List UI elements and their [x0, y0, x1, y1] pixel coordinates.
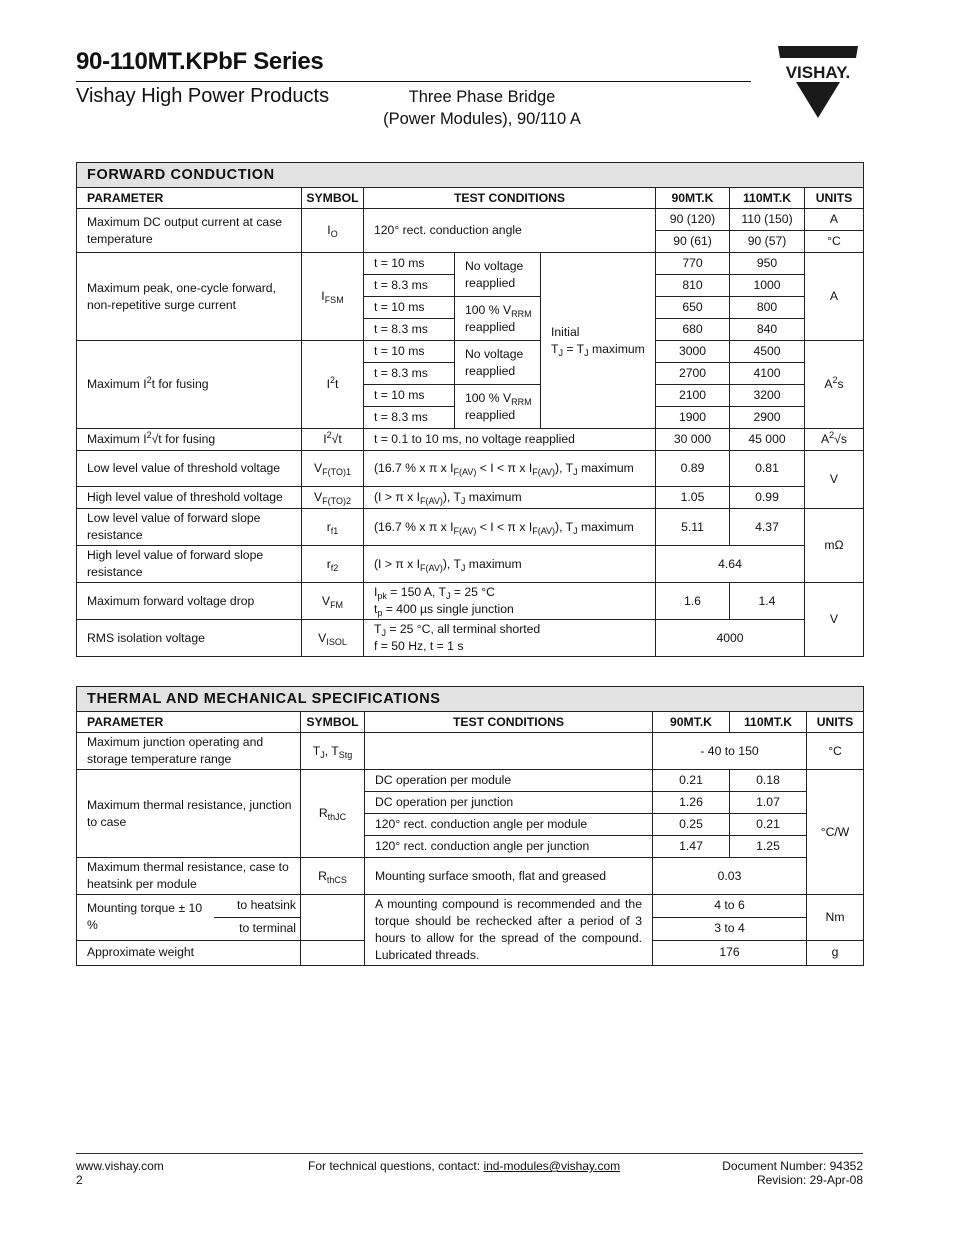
symbol-torque-empty — [301, 895, 365, 941]
symbol-rf1: $r_{f1}$ — [302, 509, 364, 546]
footer-contact — [308, 1159, 620, 1173]
unit-io-a: A — [805, 209, 864, 231]
cond-vfto1: (16.7 % x π x $I_{F(AV)} < I < \pi$ x $I_{F(AV)}$), $T_J$ maximum — [364, 451, 656, 487]
value-i2t-110-4: 2900 — [730, 407, 805, 429]
value-tj-both: - 40 to 150 — [653, 733, 807, 770]
cond-vfto2: (I > π x $I_{F(AV)}$), $T_J$ maximum — [364, 487, 656, 509]
unit-i2rt: $A^2√s$ — [805, 429, 864, 451]
value-rthjc-90-3: 0.25 — [653, 814, 730, 836]
symbol-visol: $V_{ISOL}$ — [302, 620, 364, 657]
param-vfto1: Low level value of threshold voltage — [77, 451, 302, 487]
value-ifsm-90-2: 810 — [656, 275, 730, 297]
col-header-90mt-2: 90MT.K — [653, 712, 730, 733]
value-torque-heatsink: 4 to 6 — [653, 895, 807, 918]
value-rthjc-110-2: 1.07 — [730, 792, 807, 814]
value-i2t-110-1: 4500 — [730, 341, 805, 363]
param-torque: Mounting torque ± 10 % — [77, 895, 214, 941]
value-i2t-90-4: 1900 — [656, 407, 730, 429]
cond-initial-tj: Initial $T_J = T_J$ maximum — [541, 253, 656, 429]
value-rf1-110: 4.37 — [730, 509, 805, 546]
value-ifsm-110-2: 1000 — [730, 275, 805, 297]
col-header-units-2: UNITS — [807, 712, 864, 733]
cond-rthjc-4: 120° rect. conduction angle per junction — [365, 836, 653, 858]
value-ifsm-90-1: 770 — [656, 253, 730, 275]
footer-contact-email-link[interactable]: ind-modules@vishay.com — [483, 1159, 621, 1173]
unit-io-b: °C — [805, 231, 864, 253]
subtitle-line-1: Three Phase Bridge — [408, 88, 556, 106]
section-title-forward: FORWARD CONDUCTION — [77, 163, 864, 188]
footer-left — [76, 1159, 164, 1187]
cond-ifsm-t4: t = 8.3 ms — [364, 319, 455, 341]
value-io-90-b: 90 (61) — [656, 231, 730, 253]
col-header-parameter: PARAMETER — [77, 188, 302, 209]
symbol-rthcs: $R_{thCS}$ — [301, 858, 365, 895]
symbol-io: $I_O$ — [302, 209, 364, 253]
value-vfto2-90: 1.05 — [656, 487, 730, 509]
forward-conduction-table — [76, 162, 864, 657]
cond-i2rt: t = 0.1 to 10 ms, no voltage reapplied — [364, 429, 656, 451]
header-rule — [76, 81, 751, 82]
param-rf1: Low level value of forward slope resistance — [77, 509, 302, 546]
value-weight-both: 176 — [653, 940, 807, 965]
value-rthcs-both: 0.03 — [653, 858, 807, 895]
param-visol: RMS isolation voltage — [77, 620, 302, 657]
value-rthjc-90-1: 0.21 — [653, 770, 730, 792]
symbol-rthjc: $R_{thJC}$ — [301, 770, 365, 858]
footer-contact-label: For technical questions, contact: — [308, 1159, 484, 1173]
unit-i2t: $A^2s$ — [805, 341, 864, 429]
value-i2t-110-2: 4100 — [730, 363, 805, 385]
logo-top-bar — [778, 46, 858, 58]
value-vfm-110: 1.4 — [730, 583, 805, 620]
cond-ifsm-100-vrrm: 100 % $V_{RRM}$ reapplied — [455, 297, 541, 341]
symbol-vfto2: $V_{F(TO)2}$ — [302, 487, 364, 509]
col-header-symbol-2: SYMBOL — [301, 712, 365, 733]
cond-ifsm-t1: t = 10 ms — [364, 253, 455, 275]
param-io: Maximum DC output current at case temperature — [77, 209, 302, 253]
cond-io: 120° rect. conduction angle — [364, 209, 656, 253]
symbol-weight-empty — [301, 940, 365, 965]
cond-i2t-t3: t = 10 ms — [364, 385, 455, 407]
symbol-tj: $T_J$, $T_{Stg}$ — [301, 733, 365, 770]
unit-torque: Nm — [807, 895, 864, 941]
value-rthjc-110-1: 0.18 — [730, 770, 807, 792]
unit-vfto: V — [805, 451, 864, 509]
param-tj: Maximum junction operating and storage temperature range — [77, 733, 301, 770]
unit-rf: mΩ — [805, 509, 864, 583]
param-rthjc: Maximum thermal resistance, junction to case — [77, 770, 301, 858]
cond-torque: A mounting compound is recommended and the torque should be rechecked after a period of 3 hours to allow for the spread of the compound. Lubricated threads. — [365, 895, 653, 966]
cond-i2t-100-vrrm: 100 % $V_{RRM}$ reapplied — [455, 385, 541, 429]
param-vfm: Maximum forward voltage drop — [77, 583, 302, 620]
value-ifsm-90-4: 680 — [656, 319, 730, 341]
value-ifsm-90-3: 650 — [656, 297, 730, 319]
cond-i2t-t2: t = 8.3 ms — [364, 363, 455, 385]
label-to-heatsink: to heatsink — [214, 895, 301, 918]
value-i2t-90-2: 2700 — [656, 363, 730, 385]
col-header-test-conditions: TEST CONDITIONS — [364, 188, 656, 209]
unit-rth: °C/W — [807, 770, 864, 895]
value-rthjc-90-2: 1.26 — [653, 792, 730, 814]
footer-revision: Revision: 29-Apr-08 — [756, 1173, 863, 1187]
param-rthcs: Maximum thermal resistance, case to heatsink per module — [77, 858, 301, 895]
value-i2rt-110: 45 000 — [730, 429, 805, 451]
col-header-parameter-2: PARAMETER — [77, 712, 301, 733]
cond-i2t-t1: t = 10 ms — [364, 341, 455, 363]
cond-ifsm-t2: t = 8.3 ms — [364, 275, 455, 297]
symbol-rf2: $r_{f2}$ — [302, 546, 364, 583]
logo-triangle — [796, 82, 840, 118]
col-header-units: UNITS — [805, 188, 864, 209]
cond-rthjc-1: DC operation per module — [365, 770, 653, 792]
section-title-thermal: THERMAL AND MECHANICAL SPECIFICATIONS — [77, 687, 864, 712]
col-header-test-conditions-2: TEST CONDITIONS — [365, 712, 653, 733]
document-subtitle — [362, 86, 602, 130]
unit-vfm-visol: V — [805, 583, 864, 657]
footer-right — [660, 1159, 863, 1187]
unit-weight: g — [807, 940, 864, 965]
value-vfto1-110: 0.81 — [730, 451, 805, 487]
value-rf1-90: 5.11 — [656, 509, 730, 546]
cond-rf2: (I > π x $I_{F(AV)}$), $T_J$ maximum — [364, 546, 656, 583]
cond-i2t-t4: t = 8.3 ms — [364, 407, 455, 429]
param-i2rt: Maximum $I^2√t$ for fusing — [77, 429, 302, 451]
value-io-110-b: 90 (57) — [730, 231, 805, 253]
value-rthjc-110-3: 0.21 — [730, 814, 807, 836]
cond-vfm: $I_{pk} = 150$ A, $T_J = 25$ °C $t_p = 400$ µs single junction — [364, 583, 656, 620]
value-i2rt-90: 30 000 — [656, 429, 730, 451]
symbol-ifsm: $I_{FSM}$ — [302, 253, 364, 341]
symbol-vfto1: $V_{F(TO)1}$ — [302, 451, 364, 487]
symbol-i2t: $I^2t$ — [302, 341, 364, 429]
cond-i2t-no-voltage: No voltage reapplied — [455, 341, 541, 385]
value-ifsm-110-3: 800 — [730, 297, 805, 319]
cond-rthjc-3: 120° rect. conduction angle per module — [365, 814, 653, 836]
value-io-90-a: 90 (120) — [656, 209, 730, 231]
subtitle-line-2: (Power Modules), 90/110 A — [383, 110, 581, 128]
symbol-vfm: $V_{FM}$ — [302, 583, 364, 620]
param-rf2: High level value of forward slope resistance — [77, 546, 302, 583]
value-i2t-90-1: 3000 — [656, 341, 730, 363]
logo-text: VISHAY. — [785, 63, 851, 82]
param-ifsm: Maximum peak, one-cycle forward, non-repetitive surge current — [77, 253, 302, 341]
footer-page-number: 2 — [76, 1173, 83, 1187]
value-ifsm-110-1: 950 — [730, 253, 805, 275]
col-header-110mt: 110MT.K — [730, 188, 805, 209]
cond-tj-empty — [365, 733, 653, 770]
label-to-terminal: to terminal — [214, 917, 301, 940]
param-weight: Approximate weight — [77, 940, 301, 965]
value-vfto2-110: 0.99 — [730, 487, 805, 509]
cond-rthjc-2: DC operation per junction — [365, 792, 653, 814]
vishay-logo — [768, 42, 868, 122]
cond-rthcs: Mounting surface smooth, flat and greased — [365, 858, 653, 895]
value-rthjc-90-4: 1.47 — [653, 836, 730, 858]
cond-visol: $T_J = 25$ °C, all terminal shorted f = 50 Hz, t = 1 s — [364, 620, 656, 657]
value-io-110-a: 110 (150) — [730, 209, 805, 231]
col-header-symbol: SYMBOL — [302, 188, 364, 209]
value-rf2-both: 4.64 — [656, 546, 805, 583]
col-header-90mt: 90MT.K — [656, 188, 730, 209]
value-i2t-90-3: 2100 — [656, 385, 730, 407]
value-visol-both: 4000 — [656, 620, 805, 657]
value-vfto1-90: 0.89 — [656, 451, 730, 487]
symbol-i2rt: $I^2√t$ — [302, 429, 364, 451]
cond-ifsm-t3: t = 10 ms — [364, 297, 455, 319]
cond-ifsm-no-voltage: No voltage reapplied — [455, 253, 541, 297]
value-vfm-90: 1.6 — [656, 583, 730, 620]
brand-name: Vishay High Power Products — [76, 85, 330, 107]
value-rthjc-110-4: 1.25 — [730, 836, 807, 858]
document-title: 90-110MT.KPbF Series — [76, 48, 324, 75]
col-header-110mt-2: 110MT.K — [730, 712, 807, 733]
unit-tj: °C — [807, 733, 864, 770]
value-ifsm-110-4: 840 — [730, 319, 805, 341]
param-i2t: Maximum $I^2t$ for fusing — [77, 341, 302, 429]
thermal-mechanical-table — [76, 686, 864, 966]
unit-ifsm: A — [805, 253, 864, 341]
cond-rf1: (16.7 % x π x $I_{F(AV)} < I < \pi$ x $I_{F(AV)}$), $T_J$ maximum — [364, 509, 656, 546]
param-vfto2: High level value of threshold voltage — [77, 487, 302, 509]
footer-rule — [76, 1153, 863, 1154]
value-i2t-110-3: 3200 — [730, 385, 805, 407]
value-torque-terminal: 3 to 4 — [653, 917, 807, 940]
footer-website-link[interactable]: www.vishay.com — [76, 1159, 164, 1173]
footer-document-number: Document Number: 94352 — [722, 1159, 863, 1173]
